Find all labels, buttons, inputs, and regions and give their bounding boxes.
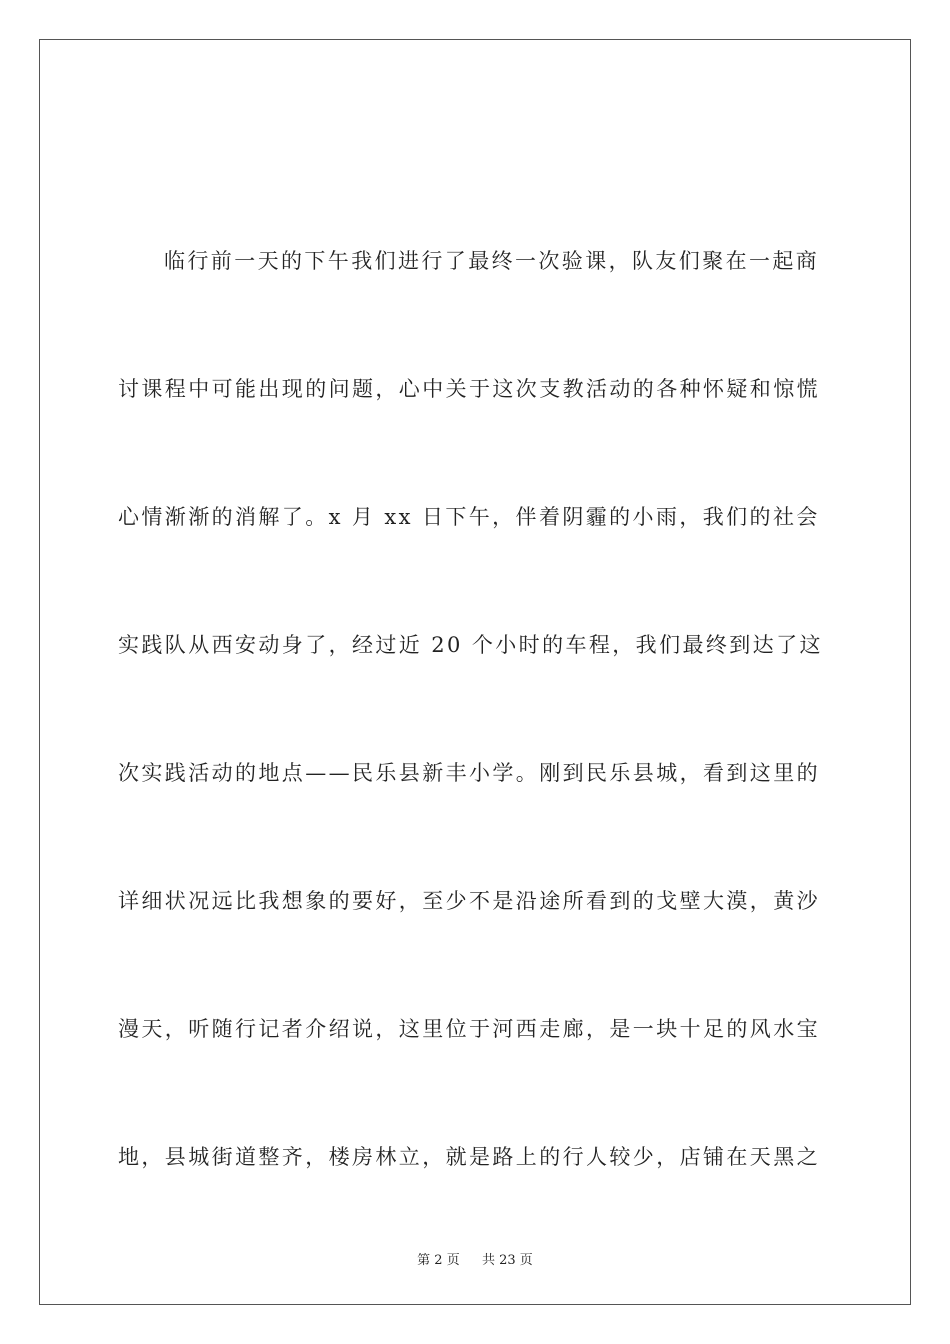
text-line-4: 实践队从西安动身了，经过近 20 个小时的车程，我们最终到达了这 [118, 633, 823, 657]
text-line-7: 漫天，听随行记者介绍说，这里位于河西走廊，是一块十足的风水宝 [118, 1017, 820, 1041]
text-line-6: 详细状况远比我想象的要好，至少不是沿途所看到的戈壁大漠，黄沙 [118, 889, 820, 913]
page-footer [0, 1249, 950, 1268]
text-line-3: 心情渐渐的消解了。x 月 xx 日下午，伴着阴霾的小雨，我们的社会 [118, 505, 820, 529]
body-paragraph [118, 246, 840, 1222]
text-line-5: 次实践活动的地点——民乐县新丰小学。刚到民乐县城，看到这里的 [118, 761, 820, 785]
text-line-1: 临行前一天的下午我们进行了最终一次验课，队友们聚在一起商 [164, 249, 820, 273]
text-line-8: 地，县城街道整齐，楼房林立，就是路上的行人较少，店铺在天黑之 [118, 1145, 820, 1169]
page-total: 共 23 页 [482, 1253, 533, 1268]
page-number: 第 2 页 [417, 1253, 460, 1268]
text-line-2: 讨课程中可能出现的问题，心中关于这次支教活动的各种怀疑和惊慌 [118, 377, 820, 401]
